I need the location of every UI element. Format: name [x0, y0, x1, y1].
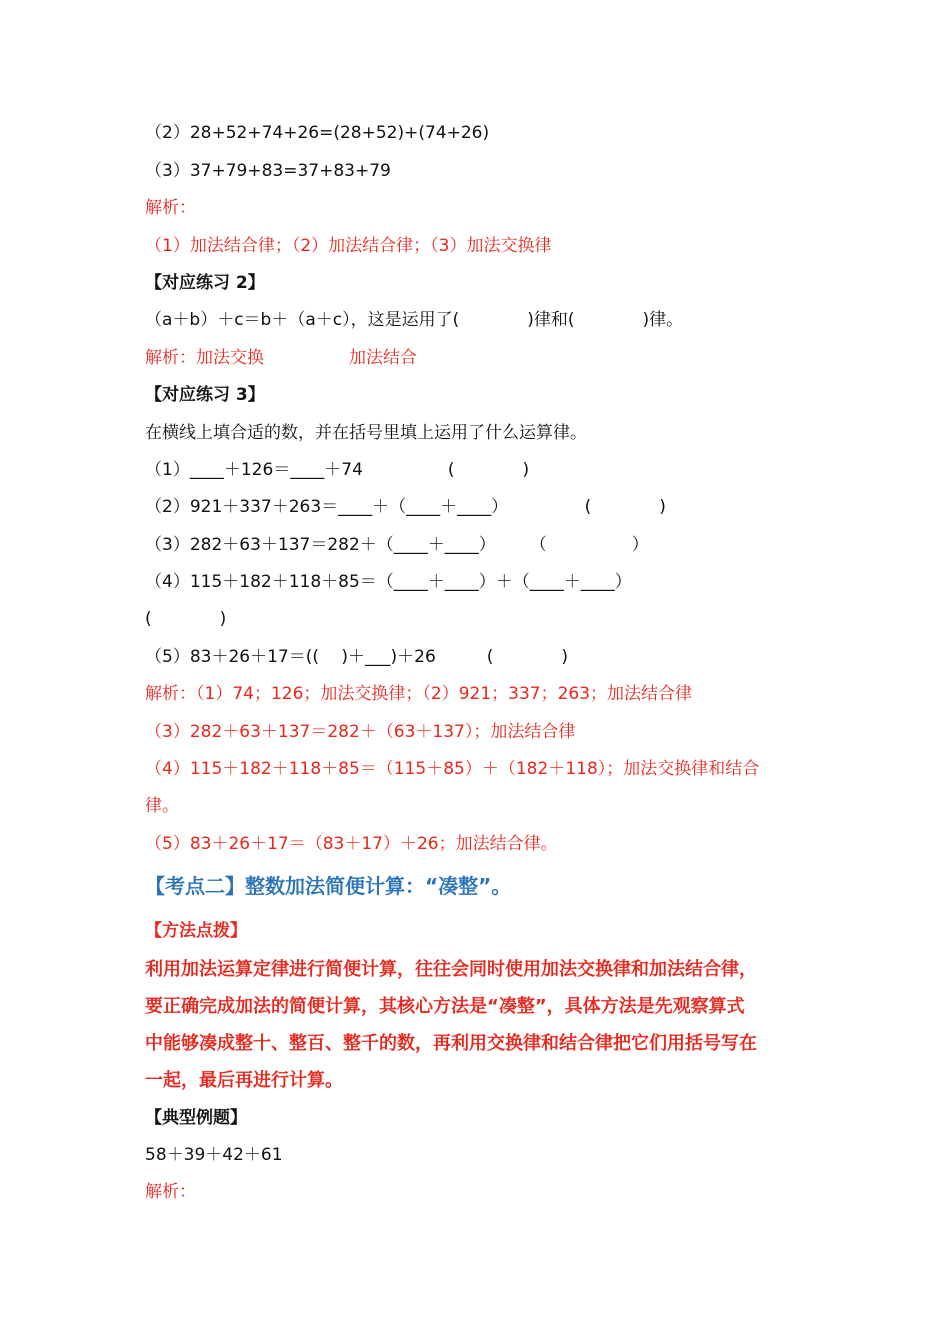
method-text-2: 要正确完成加法的简便计算，其核心方法是“凑整”，具体方法是先观察算式 [145, 996, 745, 1017]
exercise-line-3: （3）37+79+83=37+83+79 [145, 161, 391, 181]
practice-2-question: （a＋b）＋c＝b＋（a＋c），这是运用了( )律和( )律。 [145, 310, 684, 330]
example-question: 58＋39＋42＋61 [145, 1145, 283, 1165]
practice-3-analysis-3: （4）115＋182＋118＋85＝（115＋85）＋（182＋118）；加法交换律和结合 [145, 759, 760, 779]
method-text-4: 一起，最后再进行计算。 [145, 1070, 343, 1091]
practice-3-item-1: （1）____＋126＝____＋74 ( ) [145, 460, 530, 480]
practice-3-item-2: （2）921＋337＋263＝____＋（____＋____） ( ) [145, 497, 666, 517]
practice-2-analysis: 解析：加法交换 加法结合 [145, 348, 417, 368]
analysis-label: 解析： [145, 198, 196, 218]
practice-3-item-4-bracket: ( ) [145, 609, 227, 629]
practice-3-instruction: 在横线上填合适的数，并在括号里填上运用了什么运算律。 [145, 423, 587, 443]
practice-3-analysis-2: （3）282＋63＋137＝282＋（63＋137）；加法结合律 [145, 722, 576, 742]
method-text-1: 利用加法运算定律进行简便计算，往往会同时使用加法交换律和加法结合律， [145, 959, 757, 980]
example-heading: 【典型例题】 [145, 1108, 247, 1128]
practice-3-analysis-4: （5）83＋26＋17＝（83＋17）＋26；加法结合律。 [145, 834, 558, 854]
practice-3-analysis-1: 解析：（1）74；126；加法交换律；（2）921；337；263；加法结合律 [145, 684, 693, 704]
practice-3-item-3: （3）282＋63＋137＝282＋（____＋____） （ ） [145, 535, 649, 555]
method-text-3: 中能够凑成整十、整百、整千的数，再利用交换律和结合律把它们用括号写在 [145, 1033, 757, 1054]
exercise-line-2: （2）28+52+74+26=(28+52)+(74+26) [145, 123, 490, 143]
practice-3-analysis-3-cont: 律。 [145, 796, 179, 816]
section-heading: 【考点二】整数加法简便计算：“凑整”。 [145, 874, 512, 898]
practice-3-item-5: （5）83＋26＋17＝(( )＋___)＋26 ( ) [145, 647, 569, 667]
analysis-answer: （1）加法结合律；（2）加法结合律；（3）加法交换律 [145, 236, 552, 256]
method-heading: 【方法点拨】 [145, 921, 247, 941]
practice-3-heading: 【对应练习 3】 [145, 385, 265, 405]
practice-3-item-4: （4）115＋182＋118＋85＝（____＋____）＋（____＋____） [145, 572, 632, 592]
practice-2-heading: 【对应练习 2】 [145, 273, 265, 293]
example-analysis-label: 解析： [145, 1182, 196, 1202]
